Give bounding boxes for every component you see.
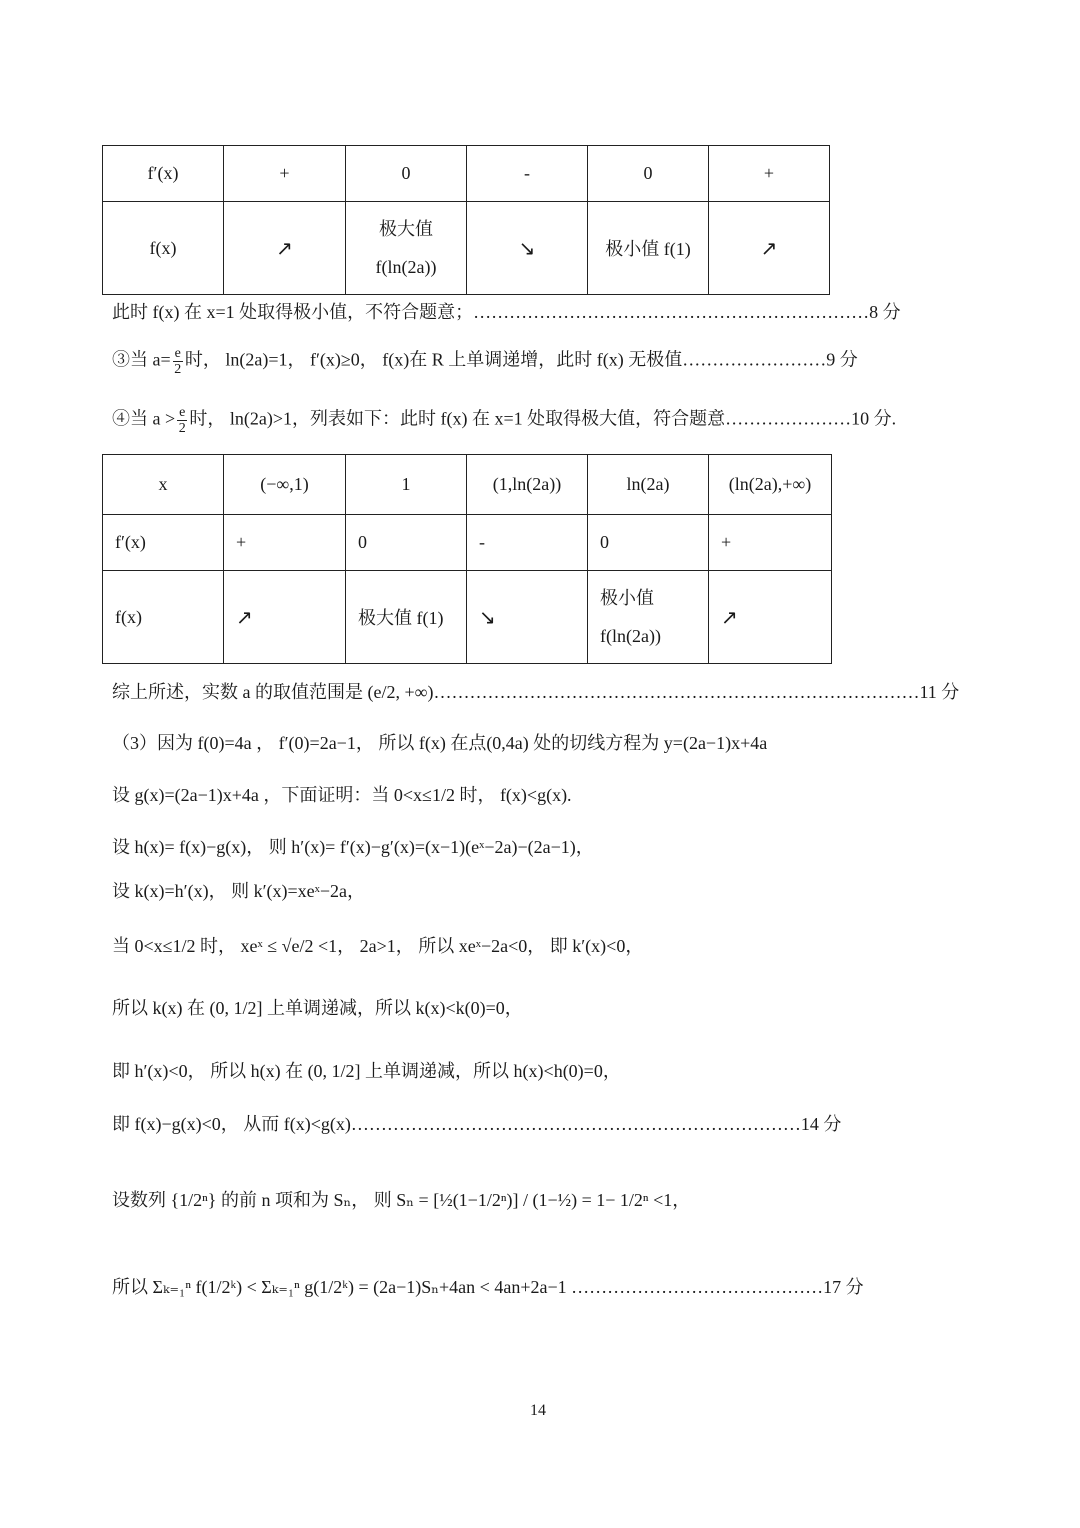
text-line-6: 设 g(x)=(2a−1)x+4a ，下面证明：当 0<x≤1/2 时， f(x)<g(x). bbox=[112, 785, 572, 805]
fraction-den: 2 bbox=[178, 421, 186, 436]
decreasing-arrow-icon: ↘ bbox=[467, 571, 588, 664]
text-line-9: 当 0<x≤1/2 时， xeˣ ≤ √e/2 <1， 2a>1， 所以 xeˣ−2a<0， 即 k′(x)<0， bbox=[112, 936, 644, 956]
t2-r1-c2: (−∞,1) bbox=[224, 455, 346, 515]
t1-r2-c5: 极小值 f(1) bbox=[588, 202, 709, 295]
t1-r2-c3: 极大值 f(ln(2a)) bbox=[346, 202, 467, 295]
text-line-3 bbox=[112, 405, 896, 436]
text-line-3-pre: ④当 a > bbox=[112, 408, 176, 429]
t1-r1-c1: f′(x) bbox=[103, 146, 224, 202]
sign-table-1 bbox=[102, 145, 830, 295]
increasing-arrow-icon: ↗ bbox=[709, 202, 830, 295]
text-line-2-post: 时， ln(2a)=1， f′(x)≥0， f(x)在 R 上单调递增，此时 f(x) 无极值……………………9 分 bbox=[184, 349, 858, 370]
t2-r2-c1: f′(x) bbox=[103, 515, 224, 571]
text-line-5: （3）因为 f(0)=4a ， f′(0)=2a−1， 所以 f(x) 在点(0,4a) 处的切线方程为 y=(2a−1)x+4a bbox=[112, 733, 768, 753]
t2-r1-c6: (ln(2a),+∞) bbox=[709, 455, 832, 515]
page-number: 14 bbox=[530, 1402, 546, 1419]
t2-r2-c5: 0 bbox=[588, 515, 709, 571]
text-line-11: 即 h′(x)<0， 所以 h(x) 在 (0, 1/2] 上单调递减，所以 h(x)<h(0)=0， bbox=[112, 1061, 621, 1081]
text-line-13: 设数列 {1/2ⁿ} 的前 n 项和为 Sₙ， 则 Sₙ = [½(1−1/2ⁿ)] / (1−½) = 1− 1/2ⁿ <1， bbox=[112, 1190, 691, 1210]
text-line-10: 所以 k(x) 在 (0, 1/2] 上单调递减，所以 k(x)<k(0)=0， bbox=[112, 998, 523, 1018]
t2-r2-c6: + bbox=[709, 515, 832, 571]
t2-r1-c1: x bbox=[103, 455, 224, 515]
t1-r1-c5: 0 bbox=[588, 146, 709, 202]
t2-r2-c4: - bbox=[467, 515, 588, 571]
text-line-3-post: 时， ln(2a)>1，列表如下：此时 f(x) 在 x=1 处取得极大值，符合题意…………………10 分. bbox=[189, 408, 897, 429]
fraction bbox=[177, 405, 187, 436]
decreasing-arrow-icon: ↘ bbox=[467, 202, 588, 295]
t1-r1-c2: + bbox=[224, 146, 346, 202]
text-line-2 bbox=[112, 346, 858, 377]
t2-r3-c3: 极大值 f(1) bbox=[346, 571, 467, 664]
increasing-arrow-icon: ↗ bbox=[224, 571, 346, 664]
fraction bbox=[173, 346, 183, 377]
text-line-2-pre: ③当 a= bbox=[112, 349, 171, 370]
t1-r1-c3: 0 bbox=[346, 146, 467, 202]
increasing-arrow-icon: ↗ bbox=[709, 571, 832, 664]
text-line-14: 所以 Σₖ₌₁ⁿ f(1/2ᵏ) < Σₖ₌₁ⁿ g(1/2ᵏ) = (2a−1)Sₙ+4an < 4an+2a−1 ……………………………………17 分 bbox=[112, 1277, 864, 1297]
t2-r1-c5: ln(2a) bbox=[588, 455, 709, 515]
t1-r2-c1: f(x) bbox=[103, 202, 224, 295]
t2-r1-c3: 1 bbox=[346, 455, 467, 515]
t2-r2-c3: 0 bbox=[346, 515, 467, 571]
text-line-4: 综上所述，实数 a 的取值范围是 (e/2, +∞)………………………………………………………………………11 分 bbox=[112, 682, 960, 702]
text-line-1: 此时 f(x) 在 x=1 处取得极小值，不符合题意；…………………………………………………………8 分 bbox=[112, 302, 901, 322]
t1-r1-c6: + bbox=[709, 146, 830, 202]
t2-r1-c4: (1,ln(2a)) bbox=[467, 455, 588, 515]
increasing-arrow-icon: ↗ bbox=[224, 202, 346, 295]
fraction-num: e bbox=[179, 405, 186, 420]
t1-r1-c4: - bbox=[467, 146, 588, 202]
fraction-den: 2 bbox=[174, 362, 182, 377]
t2-r3-c5: 极小值 f(ln(2a)) bbox=[588, 571, 709, 664]
text-line-12: 即 f(x)−g(x)<0， 从而 f(x)<g(x)…………………………………………………………………14 分 bbox=[112, 1114, 842, 1134]
sign-table-2 bbox=[102, 454, 832, 664]
fraction-num: e bbox=[174, 346, 181, 361]
t2-r3-c1: f(x) bbox=[103, 571, 224, 664]
text-line-8: 设 k(x)=h′(x)， 则 k′(x)=xeˣ−2a， bbox=[112, 881, 365, 901]
t2-r2-c2: + bbox=[224, 515, 346, 571]
text-line-7: 设 h(x)= f(x)−g(x)， 则 h′(x)= f′(x)−g′(x)=(x−1)(eˣ−2a)−(2a−1)， bbox=[112, 837, 594, 857]
